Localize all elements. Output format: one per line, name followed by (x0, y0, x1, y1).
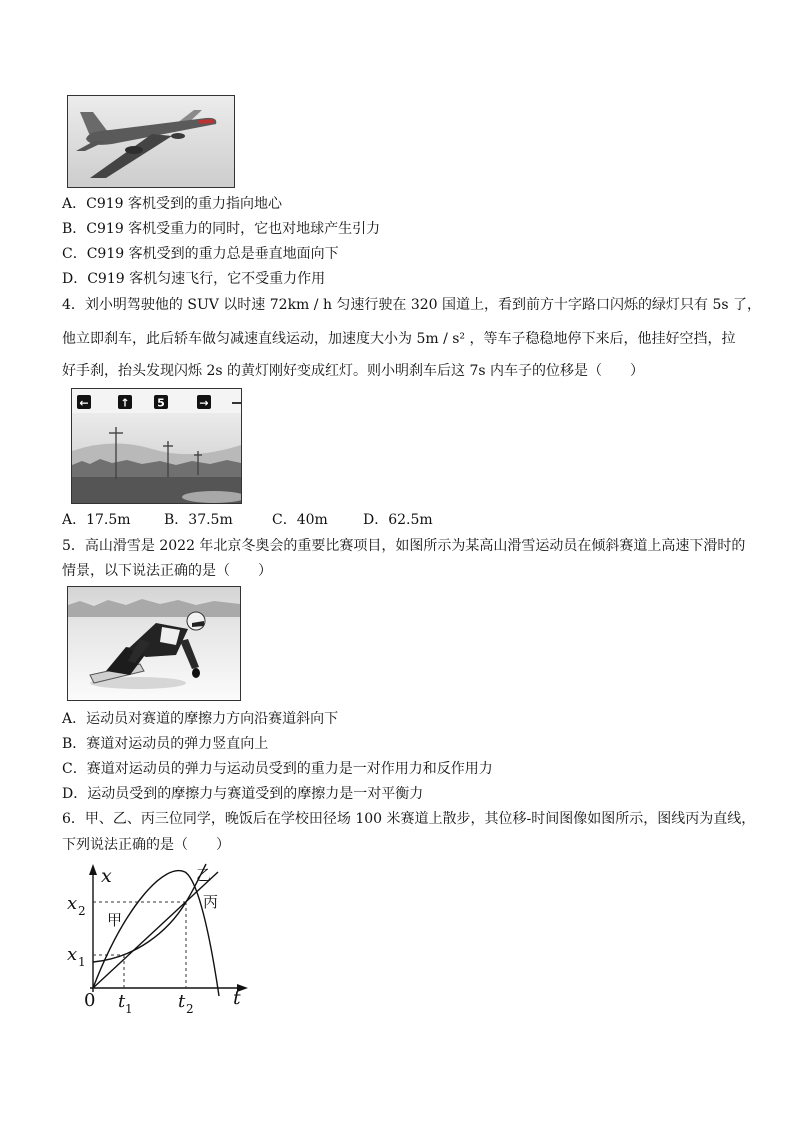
t1-label-base: t (118, 991, 126, 1012)
q4-option-c: C．40m (272, 512, 328, 528)
t2-label-sub: 2 (186, 1002, 194, 1016)
curve-label-bing: 丙 (203, 893, 219, 911)
x1-label-base: x (67, 944, 78, 965)
x1-label-sub: 1 (78, 955, 86, 969)
q5-option-b: B．赛道对运动员的弹力竖直向上 (62, 736, 269, 752)
left-arrow-icon: ← (79, 396, 89, 410)
q4-option-d: D．62.5m (363, 512, 433, 528)
q5-option-a: A．运动员对赛道的摩擦力方向沿赛道斜向下 (62, 711, 339, 727)
skier-illustration (68, 587, 240, 700)
q5-stem-line-2: 情景，以下说法正确的是（ ） (62, 563, 272, 579)
t1-label-sub: 1 (125, 1002, 133, 1016)
q4-stem-line-2: 他立即刹车，此后轿车做匀减速直线运动，加速度大小为 5m / s² ，等车子稳稳地停下来后，他挂好空挡，拉 (62, 331, 736, 347)
q5-stem-line-1: 5．高山滑雪是 2022 年北京冬奥会的重要比赛项目，如图所示为某高山滑雪运动员在倾斜赛道上高速下滑时的 (62, 538, 746, 554)
x-axis-label: t (233, 987, 241, 1009)
airplane-illustration (68, 96, 234, 187)
q4-stem-line-1: 4．刘小明驾驶他的 SUV 以时速 72km / h 匀速行驶在 320 国道上，看到前方十字路口闪烁的绿灯只有 5s 了， (62, 297, 762, 313)
q4-stem-line-3: 好手刹，抬头发现闪烁 2s 的黄灯刚好变成红灯。则小明刹车后这 7s 内车子的位移是（ ） (62, 363, 644, 379)
curve-label-yi: 乙 (196, 866, 212, 884)
x2-label-sub: 2 (78, 904, 86, 918)
traffic-light-road-photo (71, 388, 242, 504)
line-bing (93, 872, 218, 988)
curve-label-jia: 甲 (107, 911, 123, 929)
y-axis-label: x (101, 865, 112, 887)
q3-option-d: D．C919 客机匀速飞行，它不受重力作用 (62, 271, 326, 287)
q3-option-b: B．C919 客机受重力的同时，它也对地球产生引力 (62, 221, 381, 237)
x2-label-base: x (67, 893, 78, 914)
position-time-graph (60, 855, 255, 1020)
road-illustration (72, 389, 241, 503)
right-arrow-icon: → (199, 396, 209, 410)
origin-label: 0 (84, 990, 96, 1011)
up-arrow-icon: ↑ (120, 396, 130, 410)
q4-option-b: B．37.5m (164, 512, 233, 528)
t2-label-base: t (178, 991, 186, 1012)
q5-option-d: D．运动员受到的摩擦力与赛道受到的摩擦力是一对平衡力 (62, 786, 424, 802)
countdown-digit: 5 (157, 396, 165, 410)
q6-stem-line-2: 下列说法正确的是（ ） (62, 837, 230, 853)
q4-option-a: A．17.5m (62, 512, 131, 528)
q6-stem-line-1: 6．甲、乙、丙三位同学，晚饭后在学校田径场 100 米赛道上散步，其位移-时间图像如图所示，图线丙为直线， (62, 811, 756, 827)
skier-photo (67, 586, 241, 701)
q3-option-a: A．C919 客机受到的重力指向地心 (62, 196, 282, 212)
q5-option-c: C．赛道对运动员的弹力与运动员受到的重力是一对作用力和反作用力 (62, 761, 493, 777)
airplane-photo (67, 95, 235, 188)
y-axis-arrow (89, 864, 97, 875)
q3-option-c: C．C919 客机受到的重力总是垂直地面向下 (62, 246, 339, 262)
